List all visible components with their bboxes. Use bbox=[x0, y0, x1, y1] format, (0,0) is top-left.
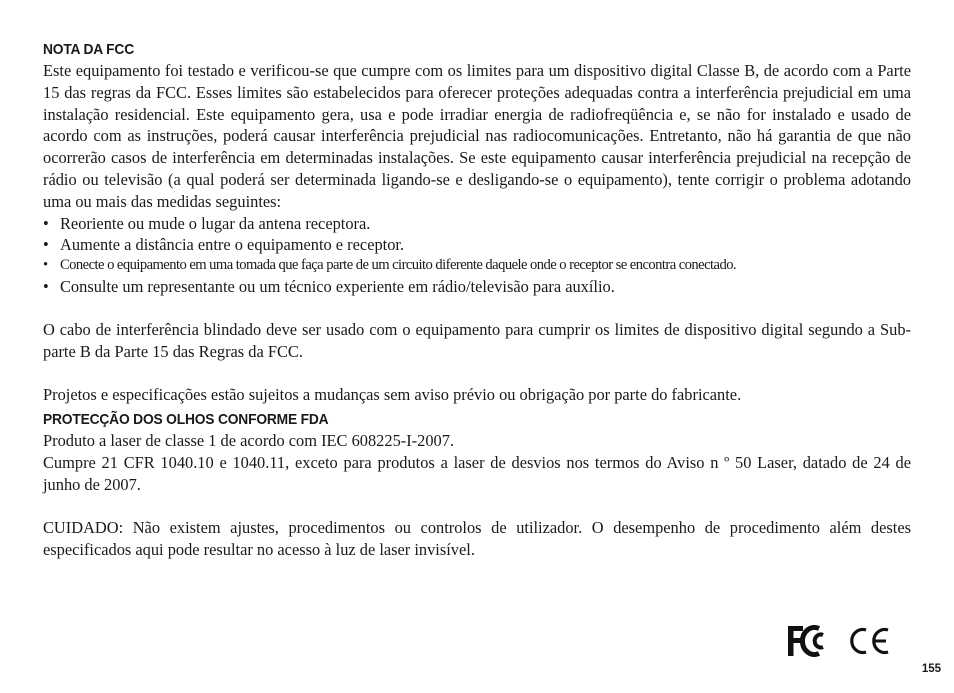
spacer bbox=[43, 298, 911, 320]
manual-page-content bbox=[43, 40, 911, 561]
list-item: • Conecte o equipamento em uma tomada que faça parte de um circuito diferente daquele onde o receptor se encontra conectado. bbox=[43, 255, 911, 276]
fda-laser-class-line: Produto a laser de classe 1 de acordo com IEC 608225-I-2007. bbox=[43, 431, 455, 451]
fcc-heading: NOTA DA FCC bbox=[43, 41, 134, 58]
certification-logos bbox=[786, 624, 890, 658]
specifications-note: Projetos e especificações estão sujeitos a mudanças sem aviso prévio ou obrigação por parte do fabricante. bbox=[43, 385, 742, 405]
list-item: • Aumente a distância entre o equipamento e receptor. bbox=[43, 234, 911, 255]
fcc-logo-icon bbox=[788, 626, 823, 656]
spacer bbox=[43, 363, 911, 385]
fda-cfr-compliance-line: Cumpre 21 CFR 1040.10 e 1040.11, exceto para produtos a laser de desvios nos termos do Aviso n º 50 Laser, datado de 24 de junho de 2007. bbox=[43, 452, 911, 494]
list-item: • Reoriente ou mude o lugar da antena receptora. bbox=[43, 213, 911, 234]
ce-mark-icon bbox=[852, 630, 888, 653]
shielded-cable-note: O cabo de interferência blindado deve ser usado com o equipamento para cumprir os limites de dispositivo digital segundo a Sub-parte B da Parte 15 das Regras da FCC. bbox=[43, 320, 911, 362]
fcc-bullet-list bbox=[43, 213, 911, 298]
fcc-paragraph: Este equipamento foi testado e verificou-se que cumpre com os limites para um dispositivo digital Classe B, de acordo com a Parte 15 das regras da FCC. Esses limites são estabelecidos para oferecer proteções adequadas contra a interferência prejudicial em uma instalação residencial. Este equipamento gera, usa e pode irradiar energia de radiofreqüência e, se não for instalado e usado de acordo com as instruções, poderá causar interferência prejudicial nas radiocomunicações. Entretanto, não há garantia de que não ocorrerão casos de interferência em determinadas instalações. Se este equipamento causar interferência prejudicial na recepção de rádio ou televisão (a qual poderá ser determinada ligando-se e desligando-se o equipamento), tente corrigir o problema adotando uma ou mais das medidas seguintes: bbox=[43, 61, 911, 211]
fda-heading: PROTECÇÃO DOS OLHOS CONFORME FDA bbox=[43, 411, 329, 429]
list-item: • Consulte um representante ou um técnico experiente em rádio/televisão para auxílio. bbox=[43, 276, 911, 297]
page-number: 155 bbox=[921, 663, 941, 675]
spacer bbox=[43, 496, 911, 518]
caution-paragraph: CUIDADO: Não existem ajustes, procedimentos ou controlos de utilizador. O desempenho de procedimento além destes especificados aqui pode resultar no acesso à luz de laser invisível. bbox=[43, 518, 911, 559]
